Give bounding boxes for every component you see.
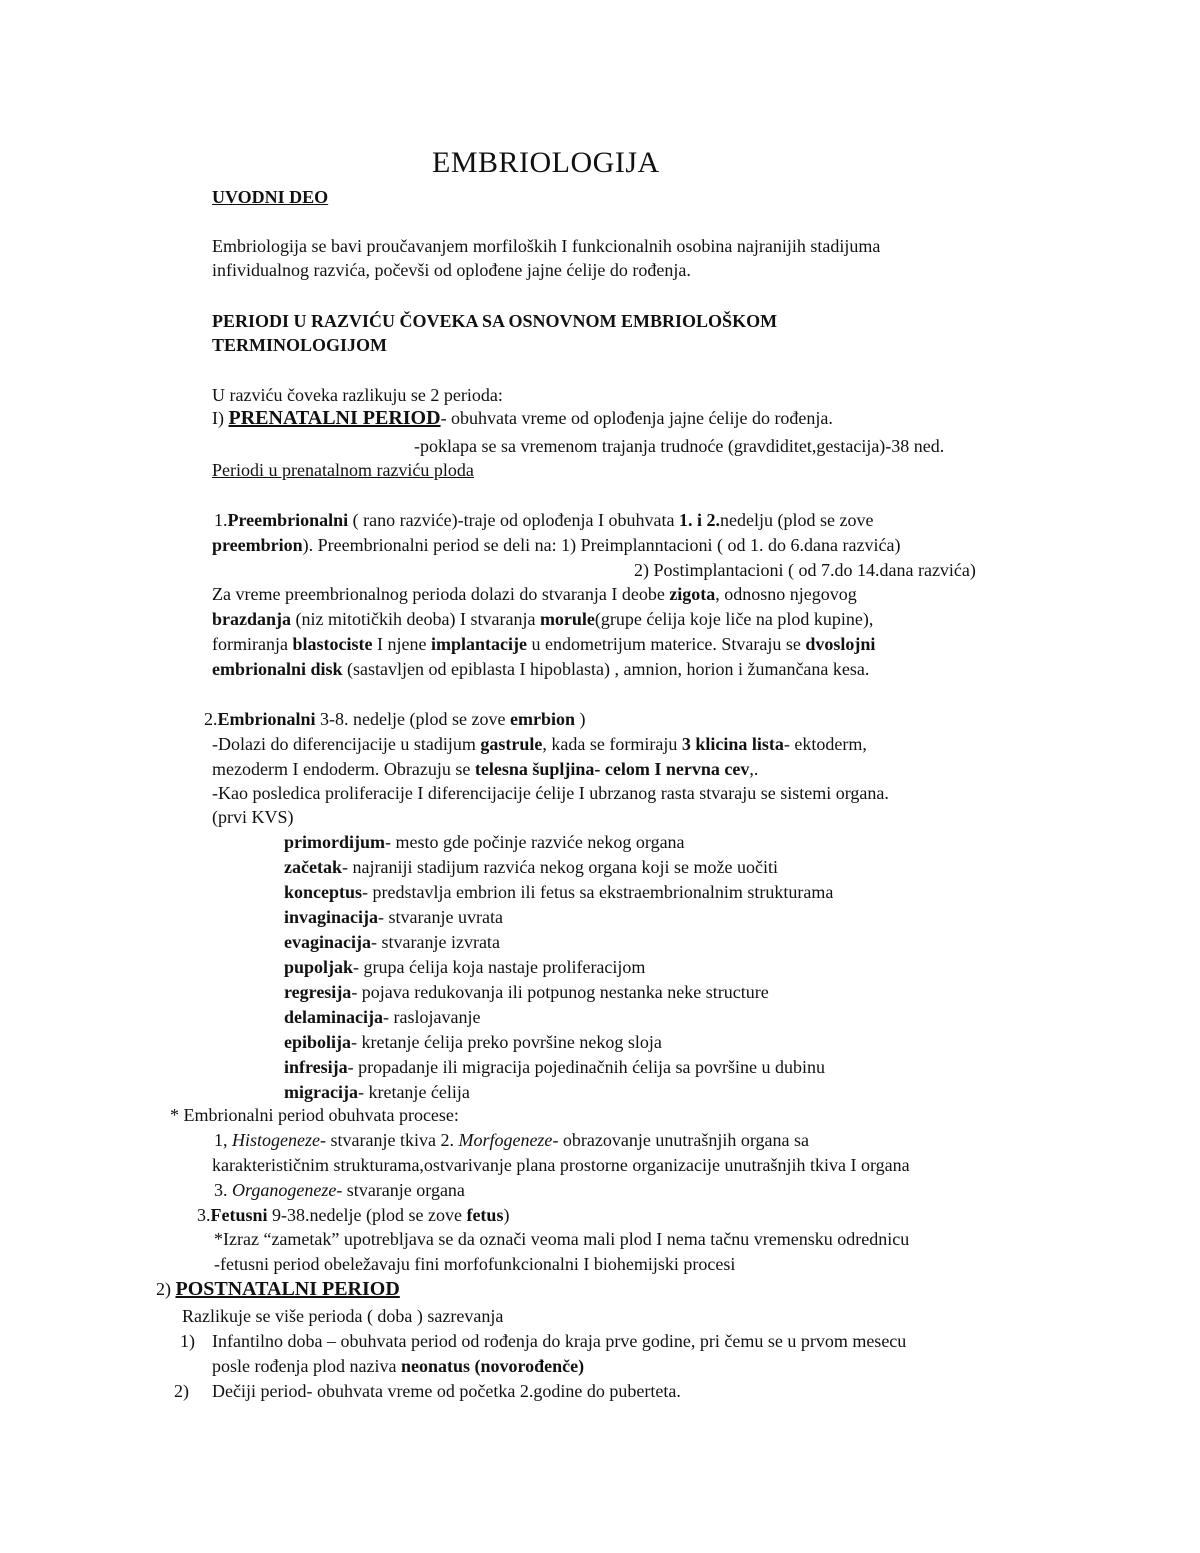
term-item: delaminacija- raslojavanje [284,1007,481,1027]
embrionalni-line-2: -Dolazi do diferencijacije u stadijum gastrule, kada se formiraju 3 klicina lista- ektoderm, [212,734,867,754]
intro-paragraph-line-1: Embriologija se bavi proučavanjem morfiloških I funkcionalnih osobina najranijih stadijuma [212,236,881,256]
intro-paragraph-line-2: infividualnog razvića, počevši od oplođene jajne ćelije do rođenja. [212,260,691,280]
postnatal-item-2-number: 2) [174,1381,189,1401]
intro-heading: UVODNI DEO [212,187,329,207]
term-item: primordijum- mesto gde počinje razviće nekog organa [284,832,685,852]
embrionalni-line-1: 2.Embrionalni 3-8. nedelje (plod se zove emrbion ) [204,709,586,729]
preembrionalni-line-6: formiranja blastociste I njene implantacije u endometrijum materice. Stvaraju se dvoslojni [212,634,876,654]
term-item: evaginacija- stvaranje izvrata [284,932,500,952]
term-item: pupoljak- grupa ćelija koja nastaje proliferacijom [284,957,646,977]
processes-line-1: * Embrionalni period obuhvata procese: [170,1105,459,1125]
term-item: začetak- najraniji stadijum razvića nekog organa koji se može uočiti [284,857,779,877]
terms-list [284,831,833,1106]
term-item: invaginacija- stvaranje uvrata [284,907,503,927]
preembrionalni-line-5: brazdanja (niz mitotičkih deoba) I stvaranja morule(grupe ćelija koje liče na plod kupine), [212,609,874,629]
term-item: infresija- propadanje ili migracija pojedinačnih ćelija sa površine u dubinu [284,1057,826,1077]
preembrionalni-line-4: Za vreme preembrionalnog perioda dolazi do stvaranja I deobe zigota, odnosno njegovog [212,584,857,604]
postnatal-item-1-number: 1) [180,1331,195,1351]
term-item: regresija- pojava redukovanja ili potpunog nestanka neke structure [284,982,769,1002]
postnatal-title: POSTNATALNI PERIOD [175,1278,400,1300]
prenatal-description: - obuhvata vreme od oplođenja jajne ćelije do rođenja. [440,408,833,428]
postnatal-line [156,1278,400,1300]
embrionalni-line-3: mezoderm I endoderm. Obrazuju se telesna šupljina- celom I nervna cev,. [212,759,759,779]
periods-heading-line-2: TERMINOLOGIJOM [212,335,388,355]
embrionalni-line-5: (prvi KVS) [212,807,294,827]
page-title: EMBRIOLOGIJA [432,146,660,179]
postnatal-item-1-line-1: Infantilno doba – obuhvata period od rođenja do kraja prve godine, pri čemu se u prvom mesecu [212,1331,907,1351]
fetusni-line-2: *Izraz “zametak” upotrebljava se da označi veoma mali plod I nema tačnu vremensku odrednicu [214,1229,910,1249]
processes-line-2: 1, Histogeneze- stvaranje tkiva 2. Morfogeneze- obrazovanje unutrašnjih organa sa [214,1130,810,1150]
overview-intro: U razviću čoveka razlikuju se 2 perioda: [212,385,503,405]
preembrionalni-line-3: 2) Postimplantacioni ( od 7.do 14.dana razvića) [634,560,976,580]
embrionalni-line-4: -Kao posledica proliferacije I diferencijacije ćelije I ubrzanog rasta stvaraju se sistemi organa. [212,783,889,803]
term-item: epibolija- kretanje ćelija preko površine nekog sloja [284,1032,662,1052]
fetusni-line-1: 3.Fetusni 9-38.nedelje (plod se zove fetus) [197,1205,510,1225]
postnatal-intro: Razlikuje se više perioda ( doba ) sazrevanja [182,1306,504,1326]
preembrionalni-line-7: embrionalni disk (sastavljen od epiblasta I hipoblasta) , amnion, horion i žumančana kesa. [212,659,870,679]
postnatal-item-2-line-1: Dečiji period- obuhvata vreme od početka 2.godine do puberteta. [212,1381,681,1401]
preembrionalni-line-2: preembrion). Preembrionalni period se deli na: 1) Preimplanntacioni ( od 1. do 6.dana razvića) [212,535,901,555]
prenatal-description-2: -poklapa se sa vremenom trajanja trudnoće (gravdiditet,gestacija)-38 ned. [414,436,945,456]
prenatal-subheading: Periodi u prenatalnom razviću ploda [212,460,474,480]
fetusni-title: Fetusni [210,1205,268,1225]
term-item: konceptus- predstavlja embrion ili fetus sa ekstraembrionalnim strukturama [284,882,834,902]
processes-line-4: 3. Organogeneze- stvaranje organa [214,1180,465,1200]
periods-heading-line-1: PERIODI U RAZVIĆU ČOVEKA SA OSNOVNOM EMBRIOLOŠKOM [212,311,778,331]
processes-line-3: karakterističnim strukturama,ostvarivanje plana prostorne organizacije unutrašnjih tkiva I organa [212,1155,910,1175]
fetusni-line-3: -fetusni period obeležavaju fini morfofunkcionalni I biohemijski procesi [214,1254,736,1274]
postnatal-item-1-line-2: posle rođenja plod naziva neonatus (novorođenče) [212,1356,585,1376]
prenatal-line [212,407,833,429]
preembrionalni-line-1: 1.Preembrionalni ( rano razviće)-traje od oplođenja I obuhvata 1. i 2.nedelju (plod se zove [214,510,874,530]
embrionalni-title: Embrionalni [217,709,316,729]
prenatal-title: PRENATALNI PERIOD [228,407,441,429]
postnatal-number: 2) [156,1279,176,1299]
preembrionalni-title: Preembrionalni [227,510,349,530]
prenatal-number: I) [212,408,224,428]
term-item: migracija- kretanje ćelija [284,1082,470,1102]
